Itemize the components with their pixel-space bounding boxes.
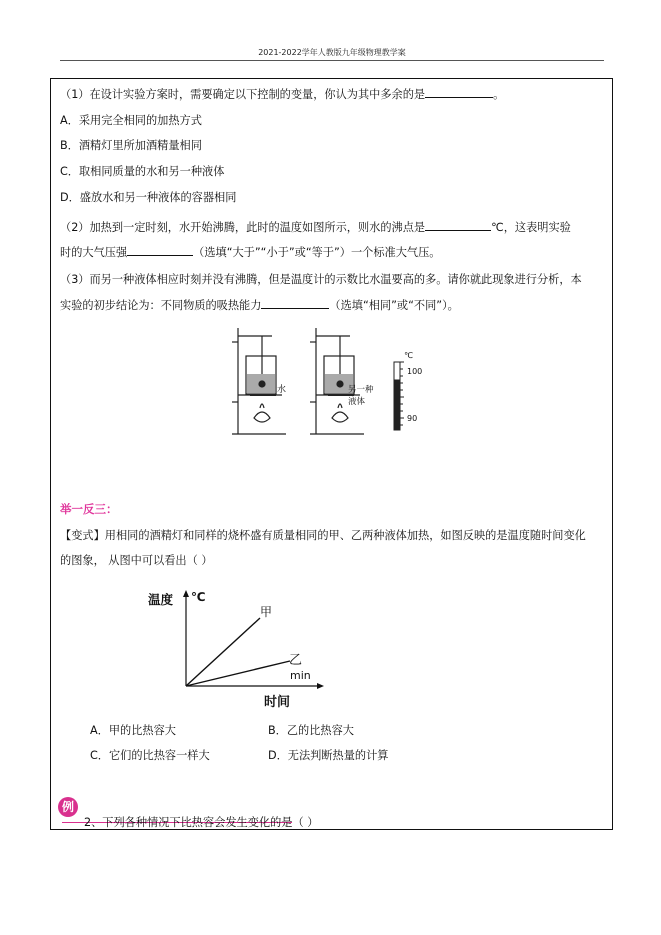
q3-line-2: [60, 297, 459, 313]
y-axis-unit: ℃: [191, 590, 206, 604]
y-axis-label: 温度: [148, 592, 174, 607]
q2-part4: （选填“大于”“小于”或“等于”）一个标准大气压。: [193, 246, 441, 259]
example-question: 2、下列各种情况下比热容会发生变化的是（ ）: [84, 816, 319, 829]
x-axis-arrow: [317, 683, 324, 689]
q2-line-2: [60, 244, 440, 260]
variant-option-c: C．它们的比热容一样大: [90, 749, 210, 762]
q3-part2: 实验的初步结论为：不同物质的吸热能力: [60, 299, 262, 312]
q1-option-a: A．采用完全相同的加热方式: [60, 114, 202, 127]
variant-line-1: 【变式】用相同的酒精灯和同样的烧杯盛有质量相同的甲、乙两种液体加热，如图反映的是温度随时间变化: [60, 529, 586, 542]
page-header: 2021-2022学年人教版九年级物理教学案: [258, 48, 406, 57]
q1-option-d: D．盛放水和另一种液体的容器相同: [60, 191, 237, 204]
label-other-liquid-1: 另一种: [348, 385, 374, 395]
q1-prompt-line: [60, 86, 504, 102]
header-rule: [60, 60, 604, 61]
q2-boiling-point-blank[interactable]: [425, 219, 491, 231]
thermometer-scale: [394, 362, 404, 430]
thermometer-label-100: 100: [407, 367, 423, 376]
q1-prompt: （1）在设计实验方案时，需要确定以下控制的变量，你认为其中多余的是: [60, 88, 426, 101]
label-other-liquid-2: 液体: [348, 397, 366, 407]
y-axis-arrow: [183, 590, 189, 597]
q1-option-c: C．取相同质量的水和另一种液体: [60, 165, 225, 178]
q2-pressure-blank[interactable]: [127, 244, 193, 256]
series-label-yi: 乙: [289, 653, 303, 668]
q3-part3: （选填“相同”或“不同”）。: [329, 299, 459, 312]
variant-option-a: A．甲的比热容大: [90, 724, 176, 737]
temperature-time-chart: [140, 582, 340, 712]
q1-answer-blank[interactable]: [425, 86, 493, 98]
section-title: 举一反三：: [60, 502, 118, 516]
q2-part2: ℃，这表明实验: [491, 221, 571, 234]
heating-apparatus-figure: [232, 322, 432, 437]
thermometer-label-90: 90: [407, 414, 418, 423]
x-axis-unit: min: [290, 669, 311, 682]
q1-end: 。: [493, 88, 505, 101]
q1-option-b: B．酒精灯里所加酒精量相同: [60, 139, 202, 152]
q3-line-1: （3）而另一种液体相应时刻并没有沸腾，但是温度计的示数比水温要高的多。请你就此现象进行分析，本: [60, 273, 582, 286]
variant-option-d: D．无法判断热量的计算: [268, 749, 389, 762]
q3-answer-blank[interactable]: [261, 297, 329, 309]
variant-line-2: 的图象， 从图中可以看出（ ）: [60, 554, 213, 567]
series-line-jia: [186, 618, 260, 686]
thermometer-unit: ℃: [404, 351, 413, 360]
q2-line-1: [60, 219, 571, 235]
x-axis-label: 时间: [264, 695, 291, 710]
series-label-jia: 甲: [260, 605, 273, 619]
variant-option-b: B．乙的比热容大: [268, 724, 354, 737]
example-badge: 例: [58, 797, 78, 817]
apparatus-other-liquid: [310, 328, 364, 434]
apparatus-water: [232, 328, 286, 434]
label-water: 水: [277, 385, 287, 395]
q2-part1: （2）加热到一定时刻，水开始沸腾，此时的温度如图所示，则水的沸点是: [60, 221, 426, 234]
q2-part3: 时的大气压强: [60, 246, 128, 259]
series-line-yi: [186, 661, 290, 686]
